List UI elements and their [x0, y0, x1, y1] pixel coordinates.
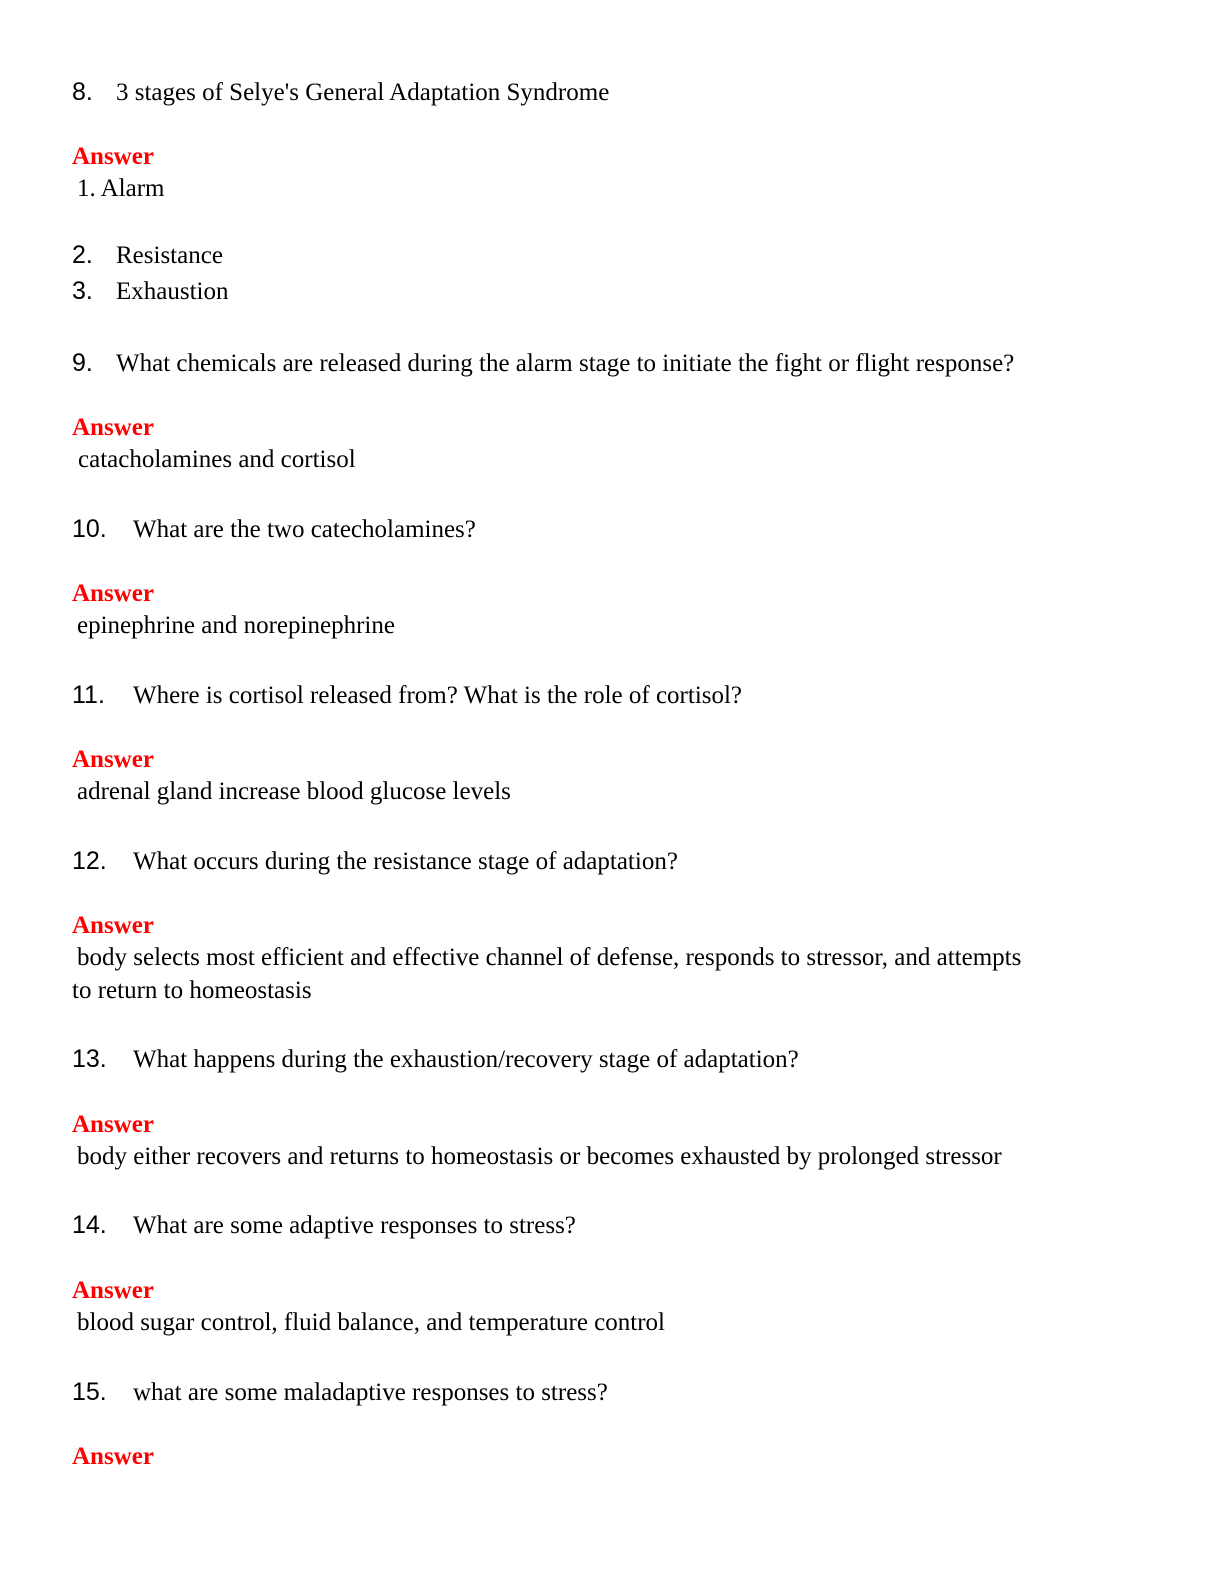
question-text: What occurs during the resistance stage of adaptation?: [133, 848, 678, 875]
question-10: [72, 517, 476, 542]
answer-item-3: [72, 279, 229, 304]
question-number: 11.: [72, 681, 105, 709]
question-text: What chemicals are released during the alarm stage to initiate the fight or flight response?: [116, 350, 1015, 377]
answer-text: epinephrine and norepinephrine: [77, 612, 395, 639]
answer-label: Answer: [72, 143, 154, 170]
question-9: [72, 351, 1014, 376]
question-text: what are some maladaptive responses to stress?: [133, 1379, 608, 1406]
question-12: [72, 849, 678, 874]
answer-text: blood sugar control, fluid balance, and temperature control: [77, 1309, 665, 1336]
question-text: 3 stages of Selye's General Adaptation Syndrome: [116, 79, 610, 106]
question-text: What happens during the exhaustion/recovery stage of adaptation?: [133, 1046, 799, 1073]
answer-label: Answer: [72, 1443, 154, 1470]
question-11: [72, 683, 742, 708]
answer-label: Answer: [72, 414, 154, 441]
question-8: [72, 80, 609, 105]
answer-label: Answer: [72, 580, 154, 607]
question-text: Where is cortisol released from? What is the role of cortisol?: [133, 682, 743, 709]
question-14: [72, 1213, 576, 1238]
question-text: What are the two catecholamines?: [133, 516, 476, 543]
list-number: 3.: [72, 277, 93, 305]
question-number: 14.: [72, 1211, 107, 1239]
question-number: 9.: [72, 349, 93, 377]
question-number: 12.: [72, 847, 107, 875]
question-number: 8.: [72, 78, 93, 106]
question-number: 15.: [72, 1378, 107, 1406]
answer-item-1: 1. Alarm: [77, 175, 165, 202]
answer-text: adrenal gland increase blood glucose levels: [77, 778, 511, 805]
list-number: 2.: [72, 241, 93, 269]
answer-label: Answer: [72, 1111, 154, 1138]
answer-text: catacholamines and cortisol: [78, 446, 356, 473]
answer-label: Answer: [72, 912, 154, 939]
answer-text: body either recovers and returns to homeostasis or becomes exhausted by prolonged stressor: [77, 1143, 1002, 1170]
question-13: [72, 1047, 799, 1072]
list-text: Resistance: [116, 242, 223, 269]
question-number: 10.: [72, 515, 107, 543]
list-text: Exhaustion: [116, 278, 229, 305]
answer-item-2: [72, 243, 223, 268]
question-number: 13.: [72, 1045, 107, 1073]
question-15: [72, 1380, 608, 1405]
question-text: What are some adaptive responses to stress?: [133, 1212, 576, 1239]
answer-text-line-1: body selects most efficient and effective channel of defense, responds to stressor, and attempts: [77, 944, 1022, 971]
answer-label: Answer: [72, 1277, 154, 1304]
answer-text-line-2: to return to homeostasis: [72, 977, 312, 1004]
answer-label: Answer: [72, 746, 154, 773]
